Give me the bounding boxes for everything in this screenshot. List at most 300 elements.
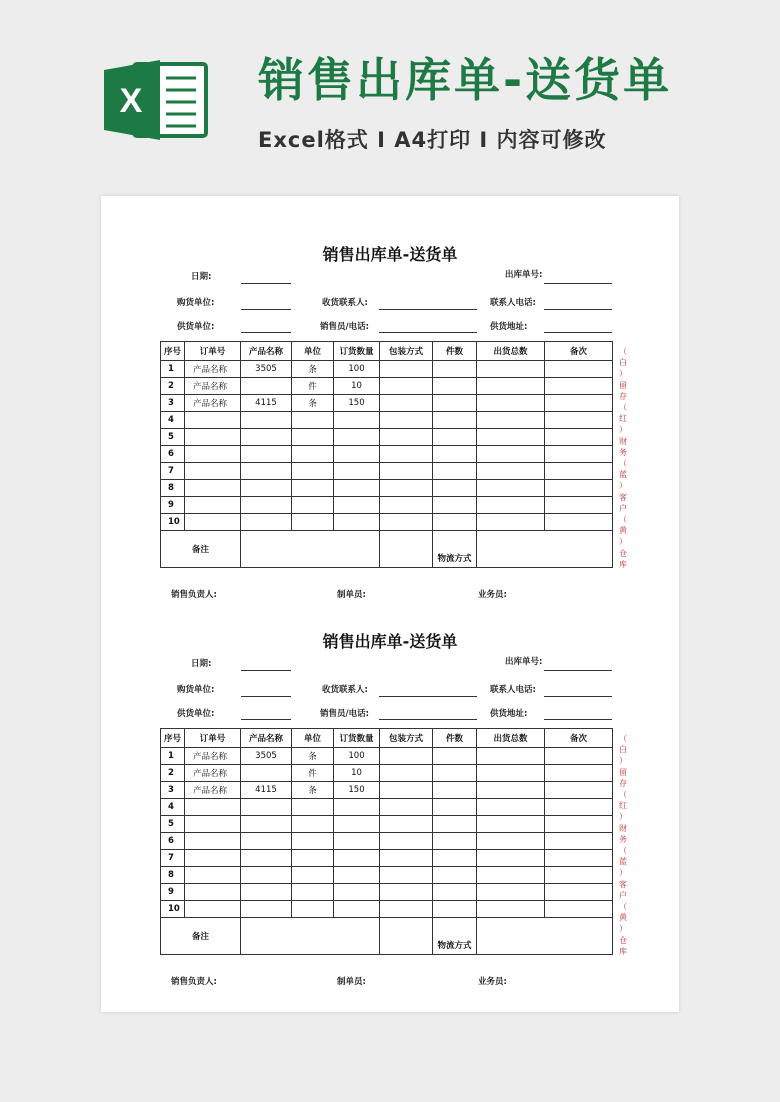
row-empty-cell[interactable] xyxy=(380,446,433,463)
row-empty-cell[interactable] xyxy=(545,765,613,782)
table-row xyxy=(161,901,613,918)
row-qty[interactable]: 100 xyxy=(334,748,380,765)
date-label: 日期: xyxy=(191,272,212,282)
row-empty-cell[interactable] xyxy=(380,463,433,480)
row-product[interactable] xyxy=(241,816,292,833)
supplier-address-field[interactable] xyxy=(544,332,612,333)
row-empty-cell[interactable] xyxy=(477,850,545,867)
copies-note-char: 户 xyxy=(619,890,627,900)
row-empty-cell[interactable] xyxy=(380,799,433,816)
row-empty-cell[interactable] xyxy=(380,480,433,497)
order-no-field[interactable] xyxy=(544,283,612,284)
logistics-cell[interactable] xyxy=(477,918,613,955)
row-seq: 1 xyxy=(161,361,185,378)
table-row xyxy=(161,867,613,884)
row-unit[interactable] xyxy=(292,480,334,497)
row-product[interactable] xyxy=(241,901,292,918)
copies-note-char: （ xyxy=(619,515,627,525)
row-seq: 7 xyxy=(161,850,185,867)
row-empty-cell[interactable] xyxy=(433,748,477,765)
row-qty[interactable] xyxy=(334,833,380,850)
row-empty-cell[interactable] xyxy=(477,395,545,412)
copies-note-char: 务 xyxy=(619,447,627,457)
copies-note-char: ） xyxy=(619,924,627,934)
copies-note-char: ） xyxy=(619,537,627,547)
copies-note-char: ） xyxy=(619,481,627,491)
contact-phone-field[interactable] xyxy=(544,309,612,310)
supplier-label: 供货单位: xyxy=(177,322,215,332)
row-empty-cell[interactable] xyxy=(477,884,545,901)
row-empty-cell[interactable] xyxy=(545,833,613,850)
row-product[interactable] xyxy=(241,765,292,782)
table-row xyxy=(161,480,613,497)
row-empty-cell[interactable] xyxy=(433,782,477,799)
buyer-label: 购货单位: xyxy=(177,685,215,695)
row-empty-cell[interactable] xyxy=(477,748,545,765)
row-empty-cell[interactable] xyxy=(545,867,613,884)
table-row xyxy=(161,514,613,531)
promo-header xyxy=(0,0,780,190)
row-seq: 8 xyxy=(161,867,185,884)
row-empty-cell[interactable] xyxy=(545,412,613,429)
row-order-no[interactable] xyxy=(185,412,241,429)
row-empty-cell[interactable] xyxy=(545,816,613,833)
table-row xyxy=(161,395,613,412)
table-row xyxy=(161,782,613,799)
row-qty[interactable]: 10 xyxy=(334,765,380,782)
row-unit[interactable]: 条 xyxy=(292,395,334,412)
copies-note-char: （ xyxy=(619,459,627,469)
row-qty[interactable] xyxy=(334,446,380,463)
row-empty-cell[interactable] xyxy=(433,816,477,833)
row-order-no[interactable]: 产品名称 xyxy=(185,395,241,412)
row-empty-cell[interactable] xyxy=(545,901,613,918)
copies-note-char: 财 xyxy=(619,436,627,446)
row-empty-cell[interactable] xyxy=(380,395,433,412)
row-empty-cell[interactable] xyxy=(545,850,613,867)
copies-note-char: 客 xyxy=(619,492,627,502)
copies-note-char: ） xyxy=(619,369,627,379)
copies-note-char: 红 xyxy=(619,414,627,424)
row-order-no[interactable] xyxy=(185,850,241,867)
row-product[interactable] xyxy=(241,429,292,446)
row-empty-cell[interactable] xyxy=(545,378,613,395)
remark-extra-cell[interactable] xyxy=(380,531,433,568)
row-order-no[interactable]: 产品名称 xyxy=(185,361,241,378)
row-product[interactable] xyxy=(241,833,292,850)
column-header: 序号 xyxy=(161,729,185,748)
row-seq: 4 xyxy=(161,799,185,816)
contact-phone-field[interactable] xyxy=(544,696,612,697)
row-unit[interactable] xyxy=(292,429,334,446)
row-product[interactable] xyxy=(241,850,292,867)
row-empty-cell[interactable] xyxy=(380,816,433,833)
column-header: 出货总数 xyxy=(477,342,545,361)
row-empty-cell[interactable] xyxy=(433,765,477,782)
column-header: 产品名称 xyxy=(241,342,292,361)
row-product[interactable]: 4115 xyxy=(241,782,292,799)
row-order-no[interactable] xyxy=(185,463,241,480)
row-unit[interactable] xyxy=(292,884,334,901)
buyer-field[interactable] xyxy=(241,696,291,697)
row-seq: 10 xyxy=(161,901,185,918)
row-empty-cell[interactable] xyxy=(545,782,613,799)
column-header: 包装方式 xyxy=(380,729,433,748)
copies-note-char: （ xyxy=(619,846,627,856)
column-header: 序号 xyxy=(161,342,185,361)
copies-note-char: 红 xyxy=(619,801,627,811)
row-seq: 9 xyxy=(161,884,185,901)
row-empty-cell[interactable] xyxy=(380,901,433,918)
copies-note-char: ） xyxy=(619,425,627,435)
row-product[interactable] xyxy=(241,446,292,463)
row-seq: 6 xyxy=(161,446,185,463)
logistics-label: 物流方式 xyxy=(433,531,477,568)
column-header: 包装方式 xyxy=(380,342,433,361)
row-order-no[interactable]: 产品名称 xyxy=(185,765,241,782)
table-row xyxy=(161,429,613,446)
row-order-no[interactable] xyxy=(185,884,241,901)
copies-note xyxy=(616,733,630,957)
copies-note-char: 务 xyxy=(619,834,627,844)
row-qty[interactable] xyxy=(334,429,380,446)
maker-label: 制单员: xyxy=(337,977,366,987)
row-empty-cell[interactable] xyxy=(380,412,433,429)
row-empty-cell[interactable] xyxy=(545,395,613,412)
excel-icon xyxy=(100,58,212,142)
row-empty-cell[interactable] xyxy=(433,850,477,867)
copies-note-char: 黄 xyxy=(619,526,627,536)
remark-extra-cell[interactable] xyxy=(380,918,433,955)
contact-phone-label: 联系人电话: xyxy=(490,298,536,308)
receiver-label: 收货联系人: xyxy=(322,298,368,308)
table-row xyxy=(161,412,613,429)
sales-phone-label: 销售员/电话: xyxy=(320,709,370,719)
row-qty[interactable] xyxy=(334,514,380,531)
clerk-label: 业务员: xyxy=(478,590,507,600)
row-unit[interactable] xyxy=(292,850,334,867)
remark-row xyxy=(161,918,613,955)
row-seq: 6 xyxy=(161,833,185,850)
sales-phone-label: 销售员/电话: xyxy=(320,322,370,332)
row-order-no[interactable]: 产品名称 xyxy=(185,748,241,765)
row-empty-cell[interactable] xyxy=(477,463,545,480)
logistics-label: 物流方式 xyxy=(433,918,477,955)
row-empty-cell[interactable] xyxy=(433,412,477,429)
row-seq: 2 xyxy=(161,378,185,395)
row-empty-cell[interactable] xyxy=(380,497,433,514)
row-unit[interactable]: 件 xyxy=(292,378,334,395)
row-empty-cell[interactable] xyxy=(477,867,545,884)
column-header: 备次 xyxy=(545,729,613,748)
row-empty-cell[interactable] xyxy=(380,514,433,531)
copies-note-char: 财 xyxy=(619,823,627,833)
copies-note-char: （ xyxy=(619,403,627,413)
copies-note-char: 黄 xyxy=(619,913,627,923)
row-unit[interactable]: 条 xyxy=(292,748,334,765)
row-unit[interactable] xyxy=(292,514,334,531)
row-unit[interactable] xyxy=(292,816,334,833)
logistics-cell[interactable] xyxy=(477,531,613,568)
row-product[interactable]: 3505 xyxy=(241,361,292,378)
row-order-no[interactable] xyxy=(185,816,241,833)
table-row xyxy=(161,446,613,463)
sales-phone-field[interactable] xyxy=(379,332,477,333)
table-row xyxy=(161,378,613,395)
row-empty-cell[interactable] xyxy=(433,480,477,497)
row-empty-cell[interactable] xyxy=(380,765,433,782)
row-product[interactable]: 3505 xyxy=(241,748,292,765)
row-qty[interactable] xyxy=(334,497,380,514)
row-empty-cell[interactable] xyxy=(477,378,545,395)
row-empty-cell[interactable] xyxy=(477,816,545,833)
column-header: 件数 xyxy=(433,729,477,748)
date-label: 日期: xyxy=(191,659,212,669)
table-row xyxy=(161,463,613,480)
row-product[interactable] xyxy=(241,480,292,497)
order-no-field[interactable] xyxy=(544,670,612,671)
row-seq: 7 xyxy=(161,463,185,480)
row-empty-cell[interactable] xyxy=(477,412,545,429)
row-empty-cell[interactable] xyxy=(433,833,477,850)
row-empty-cell[interactable] xyxy=(433,361,477,378)
row-unit[interactable] xyxy=(292,497,334,514)
row-unit[interactable]: 条 xyxy=(292,782,334,799)
row-empty-cell[interactable] xyxy=(545,446,613,463)
row-empty-cell[interactable] xyxy=(477,782,545,799)
row-empty-cell[interactable] xyxy=(545,429,613,446)
copies-note-char: 白 xyxy=(619,745,627,755)
row-qty[interactable] xyxy=(334,480,380,497)
row-empty-cell[interactable] xyxy=(545,748,613,765)
copies-note-char: 存 xyxy=(619,391,627,401)
sales-head-label: 销售负责人: xyxy=(171,977,217,987)
receiver-label: 收货联系人: xyxy=(322,685,368,695)
row-unit[interactable] xyxy=(292,901,334,918)
supplier-field[interactable] xyxy=(241,332,291,333)
row-empty-cell[interactable] xyxy=(433,901,477,918)
row-qty[interactable] xyxy=(334,412,380,429)
remark-label: 备注 xyxy=(161,531,241,568)
row-empty-cell[interactable] xyxy=(380,867,433,884)
row-seq: 1 xyxy=(161,748,185,765)
row-unit[interactable]: 件 xyxy=(292,765,334,782)
supplier-field[interactable] xyxy=(241,719,291,720)
row-empty-cell[interactable] xyxy=(477,799,545,816)
copies-note-char: （ xyxy=(619,902,627,912)
row-qty[interactable] xyxy=(334,463,380,480)
row-empty-cell[interactable] xyxy=(380,850,433,867)
row-empty-cell[interactable] xyxy=(477,514,545,531)
document-page xyxy=(101,196,679,1012)
row-empty-cell[interactable] xyxy=(477,497,545,514)
row-empty-cell[interactable] xyxy=(380,884,433,901)
row-order-no[interactable] xyxy=(185,833,241,850)
remark-label: 备注 xyxy=(161,918,241,955)
row-qty[interactable]: 100 xyxy=(334,361,380,378)
column-header: 订单号 xyxy=(185,342,241,361)
supplier-address-field[interactable] xyxy=(544,719,612,720)
row-seq: 5 xyxy=(161,429,185,446)
copies-note-char: 库 xyxy=(619,559,627,569)
row-empty-cell[interactable] xyxy=(433,497,477,514)
table-row xyxy=(161,833,613,850)
row-qty[interactable]: 10 xyxy=(334,378,380,395)
row-empty-cell[interactable] xyxy=(433,395,477,412)
row-order-no[interactable] xyxy=(185,867,241,884)
row-unit[interactable] xyxy=(292,463,334,480)
table-row xyxy=(161,748,613,765)
excel-icon-letter: X xyxy=(119,82,143,120)
form-title: 销售出库单-送货单 xyxy=(322,245,458,264)
column-header: 备次 xyxy=(545,342,613,361)
row-empty-cell[interactable] xyxy=(433,867,477,884)
table-row xyxy=(161,850,613,867)
copies-note-char: 存 xyxy=(619,778,627,788)
row-product[interactable] xyxy=(241,514,292,531)
items-table xyxy=(160,728,613,955)
row-order-no[interactable]: 产品名称 xyxy=(185,782,241,799)
copies-note-char: ） xyxy=(619,868,627,878)
row-product[interactable] xyxy=(241,412,292,429)
remark-cell[interactable] xyxy=(241,531,380,568)
row-empty-cell[interactable] xyxy=(380,748,433,765)
row-order-no[interactable] xyxy=(185,429,241,446)
supplier-label: 供货单位: xyxy=(177,709,215,719)
row-unit[interactable] xyxy=(292,867,334,884)
row-empty-cell[interactable] xyxy=(545,480,613,497)
row-unit[interactable] xyxy=(292,412,334,429)
table-row xyxy=(161,816,613,833)
row-empty-cell[interactable] xyxy=(477,446,545,463)
receiver-field[interactable] xyxy=(379,309,477,310)
row-qty[interactable]: 150 xyxy=(334,395,380,412)
row-seq: 2 xyxy=(161,765,185,782)
column-header: 出货总数 xyxy=(477,729,545,748)
table-row xyxy=(161,361,613,378)
row-qty[interactable] xyxy=(334,816,380,833)
contact-phone-label: 联系人电话: xyxy=(490,685,536,695)
row-qty[interactable] xyxy=(334,850,380,867)
copies-note-char: 户 xyxy=(619,503,627,513)
row-product[interactable] xyxy=(241,884,292,901)
row-empty-cell[interactable] xyxy=(545,361,613,378)
order-no-label: 出库单号: xyxy=(505,270,543,280)
table-header-row xyxy=(161,342,613,361)
row-product[interactable] xyxy=(241,378,292,395)
copies-note-char: 库 xyxy=(619,946,627,956)
copies-note-char: 客 xyxy=(619,879,627,889)
row-empty-cell[interactable] xyxy=(477,429,545,446)
row-empty-cell[interactable] xyxy=(545,497,613,514)
row-empty-cell[interactable] xyxy=(545,463,613,480)
copies-note-char: 蓝 xyxy=(619,857,627,867)
copies-note-char: ） xyxy=(619,812,627,822)
row-empty-cell[interactable] xyxy=(477,765,545,782)
row-empty-cell[interactable] xyxy=(477,833,545,850)
row-product[interactable] xyxy=(241,497,292,514)
row-empty-cell[interactable] xyxy=(433,429,477,446)
sales-phone-field[interactable] xyxy=(379,719,477,720)
row-empty-cell[interactable] xyxy=(433,884,477,901)
order-no-label: 出库单号: xyxy=(505,657,543,667)
row-empty-cell[interactable] xyxy=(545,799,613,816)
receiver-field[interactable] xyxy=(379,696,477,697)
row-empty-cell[interactable] xyxy=(380,378,433,395)
row-empty-cell[interactable] xyxy=(433,463,477,480)
row-seq: 8 xyxy=(161,480,185,497)
copies-note-char: 白 xyxy=(619,358,627,368)
row-order-no[interactable] xyxy=(185,480,241,497)
column-header: 单位 xyxy=(292,342,334,361)
row-empty-cell[interactable] xyxy=(433,378,477,395)
copies-note-char: 仓 xyxy=(619,548,627,558)
row-product[interactable]: 4115 xyxy=(241,395,292,412)
date-field[interactable] xyxy=(241,283,291,284)
row-order-no[interactable]: 产品名称 xyxy=(185,378,241,395)
row-qty[interactable]: 150 xyxy=(334,782,380,799)
row-unit[interactable] xyxy=(292,446,334,463)
row-empty-cell[interactable] xyxy=(545,514,613,531)
column-header: 产品名称 xyxy=(241,729,292,748)
row-empty-cell[interactable] xyxy=(380,429,433,446)
row-empty-cell[interactable] xyxy=(433,514,477,531)
table-row xyxy=(161,799,613,816)
row-order-no[interactable] xyxy=(185,497,241,514)
row-order-no[interactable] xyxy=(185,514,241,531)
row-empty-cell[interactable] xyxy=(477,480,545,497)
date-field[interactable] xyxy=(241,670,291,671)
copies-note-char: （ xyxy=(619,790,627,800)
row-empty-cell[interactable] xyxy=(380,782,433,799)
items-table xyxy=(160,341,613,568)
table-row xyxy=(161,765,613,782)
copies-note-char: ） xyxy=(619,756,627,766)
row-product[interactable] xyxy=(241,463,292,480)
row-product[interactable] xyxy=(241,799,292,816)
row-qty[interactable] xyxy=(334,867,380,884)
column-header: 件数 xyxy=(433,342,477,361)
copies-note-char: （ xyxy=(619,347,627,356)
row-qty[interactable] xyxy=(334,901,380,918)
row-seq: 10 xyxy=(161,514,185,531)
row-empty-cell[interactable] xyxy=(477,901,545,918)
column-header: 单位 xyxy=(292,729,334,748)
row-unit[interactable] xyxy=(292,833,334,850)
supplier-address-label: 供货地址: xyxy=(490,709,528,719)
buyer-label: 购货单位: xyxy=(177,298,215,308)
row-empty-cell[interactable] xyxy=(477,361,545,378)
row-order-no[interactable] xyxy=(185,446,241,463)
column-header: 订单号 xyxy=(185,729,241,748)
row-empty-cell[interactable] xyxy=(433,799,477,816)
banner-title: 销售出库单-送货单 xyxy=(258,53,673,107)
row-empty-cell[interactable] xyxy=(380,361,433,378)
row-empty-cell[interactable] xyxy=(380,833,433,850)
buyer-field[interactable] xyxy=(241,309,291,310)
row-product[interactable] xyxy=(241,867,292,884)
row-empty-cell[interactable] xyxy=(433,446,477,463)
row-empty-cell[interactable] xyxy=(545,884,613,901)
delivery-form xyxy=(101,196,679,600)
row-unit[interactable]: 条 xyxy=(292,361,334,378)
row-order-no[interactable] xyxy=(185,799,241,816)
row-unit[interactable] xyxy=(292,799,334,816)
row-order-no[interactable] xyxy=(185,901,241,918)
row-qty[interactable] xyxy=(334,799,380,816)
remark-cell[interactable] xyxy=(241,918,380,955)
row-qty[interactable] xyxy=(334,884,380,901)
